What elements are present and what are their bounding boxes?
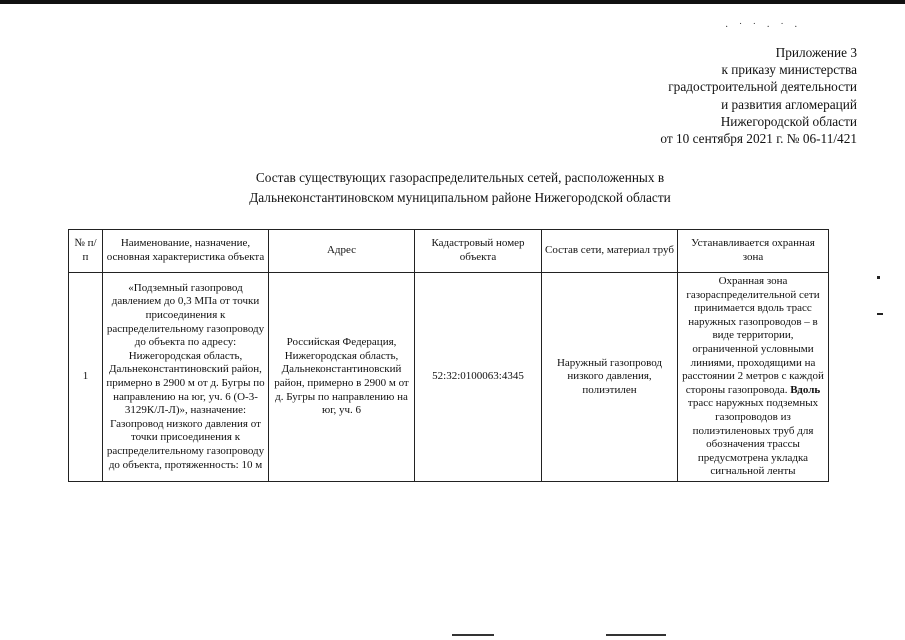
header-composition: Состав сети, материал труб — [542, 230, 678, 273]
region-line: Нижегородской области — [720, 113, 857, 129]
gas-network-table — [68, 229, 829, 482]
order-date: от 10 сентября 2021 г. № 06-11/421 — [660, 131, 857, 147]
scan-top-border — [0, 0, 905, 4]
cell-address: Российская Федерация, Нижегородская область, Дальнеконстантиновский район, примерно в 2900 м от д. Бугры по направлению на юг, уч. 6 — [269, 273, 415, 482]
scan-artifact-line — [606, 634, 666, 636]
ministry-line-2: и развития агломераций — [721, 96, 857, 112]
scan-artifact-mark — [877, 276, 880, 279]
scan-artifact-line — [452, 634, 494, 636]
order-reference: к приказу министерства — [721, 62, 857, 78]
cell-composition: Наружный газопровод низкого давления, полиэтилен — [542, 273, 678, 482]
scan-artifact-dots: · ˙ ˙ · ˙ · — [725, 22, 802, 33]
cell-name: «Подземный газопровод давлением до 0,3 МПа от точки присоединения к распределительному газопроводу до объекта по адресу: Нижегородская область, Дальнеконстантиновский район, примерно в 2900 м от д. Бугры по направлению на юг, уч. 6 (О-3-3129К/Л-Л)», назначение: Газопровод низкого давления от точки присоединения к распределительному газопроводу до объекта, протяженность: 10 м — [103, 273, 269, 482]
cell-zone — [678, 273, 829, 482]
ministry-line-1: градостроительной деятельности — [668, 79, 857, 95]
zone-tail-text: трасс наружных подземных газопроводов из полиэтиленовых труб для обозначения трассы предусмотрена укладка сигнальной ленты — [687, 397, 819, 478]
appendix-number: Приложение 3 — [775, 45, 857, 60]
scan-artifact-mark — [877, 313, 883, 315]
header-zone: Устанавливается охранная зона — [678, 230, 829, 273]
header-name: Наименование, назначение, основная характеристика объекта — [103, 230, 269, 273]
table-row — [69, 273, 829, 482]
cell-num: 1 — [69, 273, 103, 482]
table-header-row — [69, 230, 829, 273]
title-line-1: Состав существующих газораспределительных сетей, расположенных в — [255, 170, 665, 185]
title-line-2: Дальнеконстантиновском муниципальном районе Нижегородской области — [249, 190, 671, 205]
cell-cadastral: 52:32:0100063:4345 — [415, 273, 542, 482]
appendix-header — [537, 44, 857, 147]
header-cadastral: Кадастровый номер объекта — [415, 230, 542, 273]
header-address: Адрес — [269, 230, 415, 273]
zone-text: Охранная зона газораспределительной сети принимается вдоль трасс наружных газопроводов – в виде территории, ограниченной условными линиями, проходящими на расстоянии 2 метров с каждой стороны газопровода. — [682, 275, 824, 396]
zone-bold-word: Вдоль — [790, 383, 821, 396]
document-title — [150, 168, 770, 208]
header-num: № п/п — [69, 230, 103, 273]
